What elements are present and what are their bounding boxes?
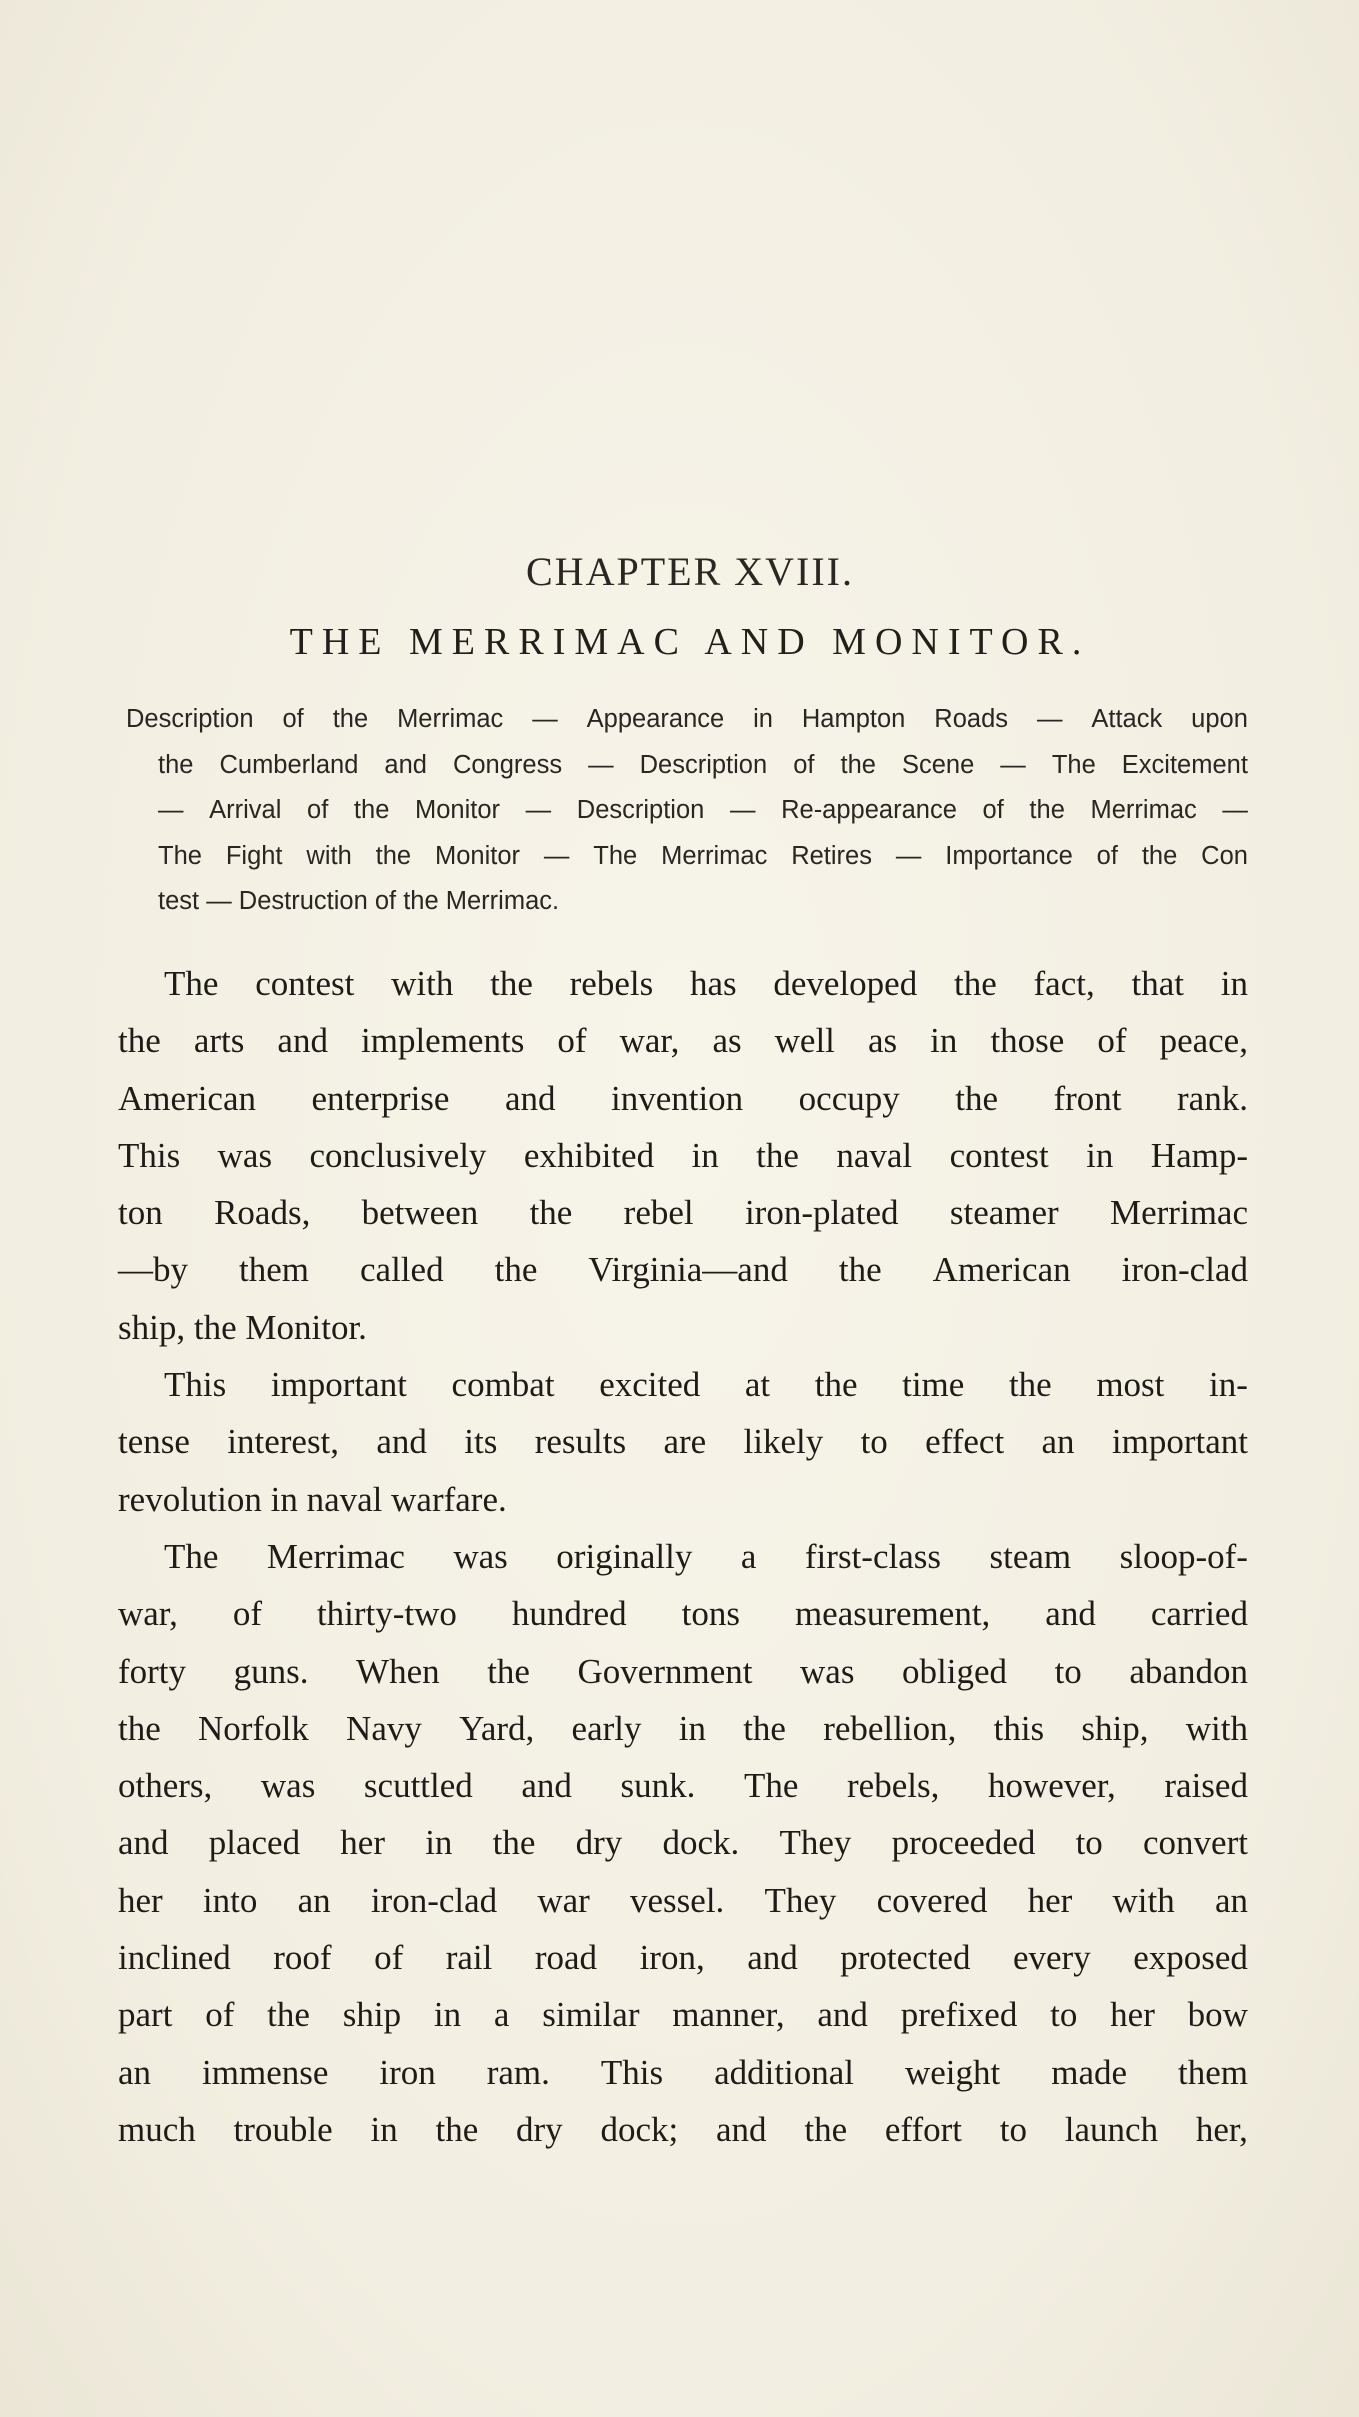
text-line: revolution in naval warfare.	[118, 1479, 507, 1519]
synopsis-line: — Arrival of the Monitor — Description — Re-appearance of the Merrimac —	[158, 796, 1248, 824]
text-line: inclined roof of rail road iron, and protected every exposed	[118, 1938, 1248, 1978]
text-line: American enterprise and invention occupy the front rank.	[118, 1078, 1248, 1118]
text-line: The Merrimac was originally a first-class steam sloop-of-	[164, 1536, 1248, 1576]
text-line: others, was scuttled and sunk. The rebels, however, raised	[118, 1766, 1248, 1806]
text-line: the arts and implements of war, as well as in those of peace,	[118, 1021, 1248, 1061]
text-line: her into an iron-clad war vessel. They covered her with an	[118, 1880, 1248, 1920]
text-line: ship, the Monitor.	[118, 1307, 367, 1347]
paragraph	[118, 955, 1248, 1356]
chapter-number: CHAPTER XVIII.	[526, 549, 854, 594]
synopsis-line: Description of the Merrimac — Appearance in Hampton Roads — Attack upon	[126, 705, 1248, 733]
paragraph	[118, 1356, 1248, 1528]
chapter-title: THE MERRIMAC AND MONITOR.	[289, 621, 1091, 663]
text-line: and placed her in the dry dock. They proceeded to convert	[118, 1823, 1248, 1863]
text-line: an immense iron ram. This additional weight made them	[118, 2052, 1248, 2092]
text-line: tense interest, and its results are likely to effect an important	[118, 1422, 1248, 1462]
synopsis-line: The Fight with the Monitor — The Merrimac Retires — Importance of the Con	[158, 841, 1248, 870]
text-line: the Norfolk Navy Yard, early in the rebellion, this ship, with	[118, 1708, 1248, 1748]
synopsis-line: the Cumberland and Congress — Description of the Scene — The Excitement	[158, 750, 1248, 779]
synopsis-line: test — Destruction of the Merrimac.	[158, 887, 560, 915]
text-line: part of the ship in a similar manner, and prefixed to her bow	[118, 1995, 1248, 2035]
body-text	[118, 955, 1248, 2158]
text-line: forty guns. When the Government was obliged to abandon	[118, 1651, 1248, 1691]
text-line: much trouble in the dry dock; and the effort to launch her,	[118, 2109, 1248, 2149]
text-line: ton Roads, between the rebel iron-plated steamer Merrimac	[118, 1193, 1248, 1233]
text-line: This important combat excited at the time the most in-	[164, 1365, 1248, 1405]
text-line: war, of thirty-two hundred tons measurement, and carried	[118, 1594, 1248, 1634]
text-line: This was conclusively exhibited in the naval contest in Hamp-	[118, 1135, 1248, 1175]
chapter-synopsis	[128, 697, 1248, 925]
text-line: The contest with the rebels has developed the fact, that in	[164, 964, 1248, 1003]
text-line: —by them called the Virginia—and the American iron-clad	[118, 1250, 1248, 1290]
paragraph	[118, 1528, 1248, 2158]
